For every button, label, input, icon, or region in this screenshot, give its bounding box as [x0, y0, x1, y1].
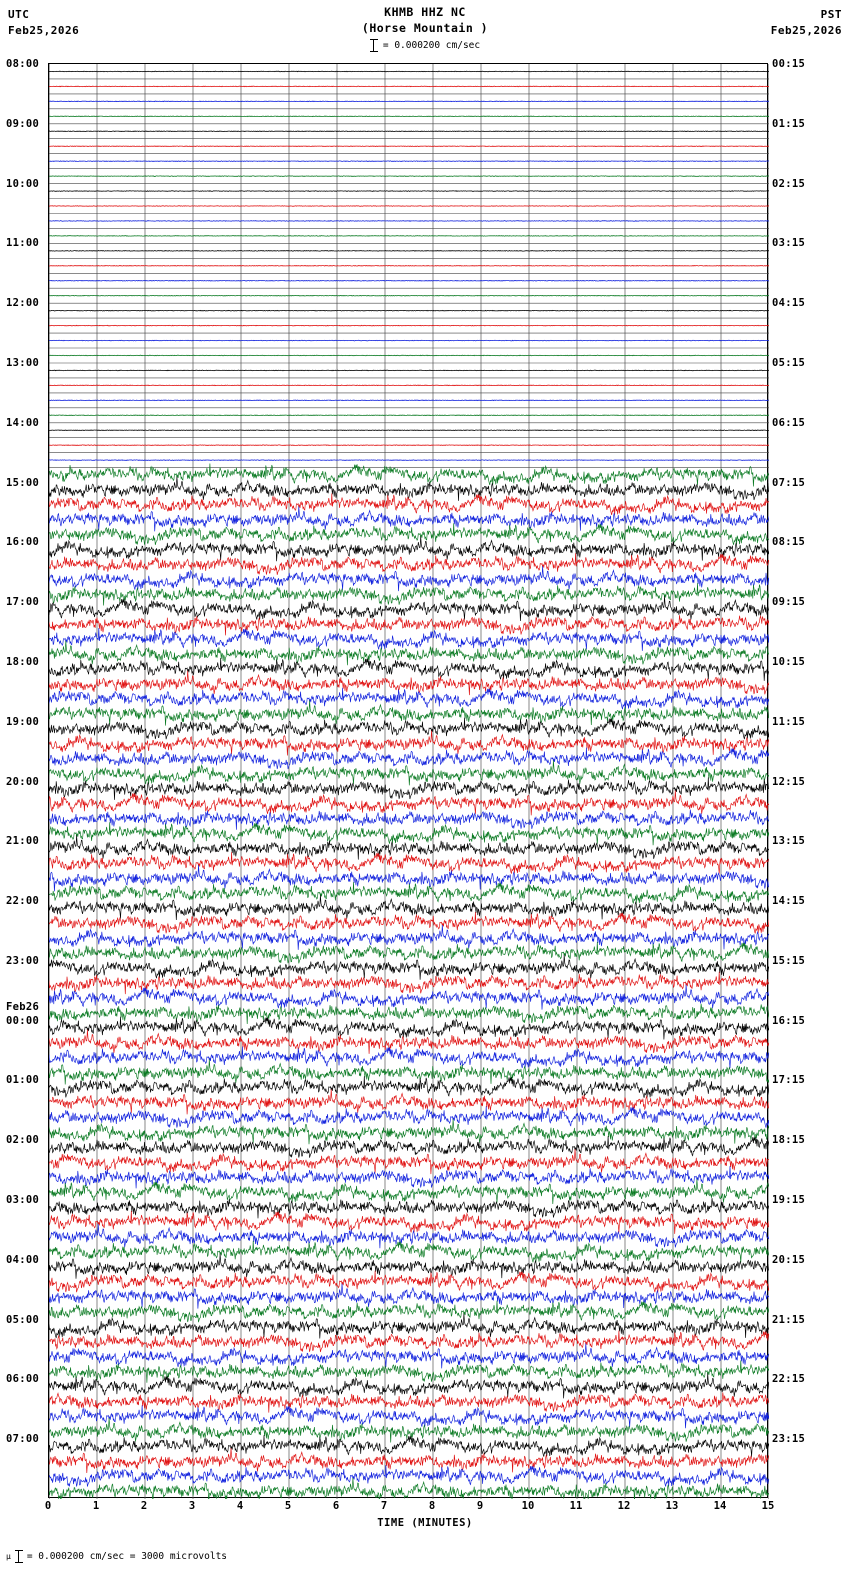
trace-line	[49, 1211, 769, 1234]
trace-line	[49, 460, 769, 461]
trace-line	[49, 385, 769, 386]
utc-label-0300: 03:00	[6, 1194, 40, 1207]
trace-line	[49, 553, 769, 575]
trace-line	[49, 1047, 769, 1069]
trace-line	[49, 1284, 769, 1309]
trace-line	[49, 1314, 769, 1339]
utc-label-1100: 11:00	[6, 237, 40, 250]
utc-label-1600: 16:00	[6, 536, 40, 549]
utc-label: UTC	[8, 8, 30, 21]
trace-line	[49, 1106, 769, 1128]
trace-line	[49, 912, 769, 934]
trace-line	[49, 942, 769, 964]
pst-label-0615: 06:15	[772, 416, 806, 429]
x-tick-5: 5	[284, 1500, 292, 1512]
station-title: KHMB HHZ NC	[384, 5, 466, 19]
trace-line	[49, 641, 769, 665]
pst-label-0215: 02:15	[772, 177, 806, 190]
trace-line	[49, 1331, 769, 1353]
trace-line	[49, 1301, 769, 1323]
footer-scale-text: = 0.000200 cm/sec = 3000 microvolts	[26, 1551, 228, 1562]
utc-label-1700: 17:00	[6, 596, 40, 609]
trace-line	[49, 191, 769, 192]
trace-line	[49, 430, 769, 431]
utc-label-0600: 06:00	[6, 1373, 40, 1386]
trace-line	[49, 1060, 769, 1085]
pst-label-1815: 18:15	[772, 1134, 806, 1147]
pst-label-1615: 16:15	[772, 1014, 806, 1027]
utc-label-0500: 05:00	[6, 1313, 40, 1326]
trace-line	[49, 266, 769, 267]
trace-line	[49, 325, 769, 326]
pst-date: Feb25,2026	[770, 24, 842, 37]
trace-line	[49, 1254, 769, 1279]
utc-label-1300: 13:00	[6, 356, 40, 369]
utc-label-1200: 12:00	[6, 297, 40, 310]
pst-label-0515: 05:15	[772, 356, 806, 369]
footer-scale-bar-icon	[15, 1550, 23, 1563]
micro-symbol: µ	[6, 1552, 11, 1561]
trace-line	[49, 206, 769, 207]
pst-label-1215: 12:15	[772, 775, 806, 788]
trace-line	[49, 1405, 769, 1428]
x-tick-15: 15	[761, 1500, 775, 1512]
trace-line	[49, 251, 769, 252]
trace-line	[49, 1271, 769, 1293]
trace-line	[49, 295, 769, 296]
trace-line	[49, 506, 769, 531]
pst-label-1315: 13:15	[772, 835, 806, 848]
pst-label-1015: 10:15	[772, 655, 806, 668]
trace-line	[49, 281, 769, 282]
trace-line	[49, 370, 769, 371]
trace-line	[49, 895, 769, 920]
utc-label-0800: 08:00	[6, 58, 40, 70]
x-tick-10: 10	[521, 1500, 535, 1512]
pst-label-0715: 07:15	[772, 476, 806, 489]
utc-label-0700: 07:00	[6, 1433, 40, 1446]
trace-line	[49, 146, 769, 147]
trace-line	[49, 1017, 769, 1040]
trace-line	[49, 628, 769, 651]
trace-line	[49, 688, 769, 709]
trace-line	[49, 748, 769, 770]
x-tick-3: 3	[188, 1500, 196, 1512]
x-tick-6: 6	[332, 1500, 340, 1512]
trace-line	[49, 1241, 769, 1263]
trace-line	[49, 161, 769, 162]
x-tick-4: 4	[236, 1500, 244, 1512]
utc-label-1400: 14:00	[6, 416, 40, 429]
trace-line	[49, 340, 769, 341]
x-tick-11: 11	[569, 1500, 583, 1512]
utc-label-1000: 10:00	[6, 177, 40, 190]
trace-line	[49, 131, 769, 132]
trace-line	[49, 1435, 769, 1457]
trace-line	[49, 236, 769, 237]
trace-line	[49, 1360, 769, 1382]
scale-bar-icon	[370, 39, 378, 52]
trace-line	[49, 176, 769, 177]
utc-label-2300: 23:00	[6, 954, 40, 967]
x-tick-13: 13	[665, 1500, 679, 1512]
utc-label-2100: 21:00	[6, 835, 40, 848]
x-axis-title: TIME (MINUTES)	[377, 1517, 473, 1529]
trace-line	[49, 718, 769, 740]
trace-line	[49, 1198, 769, 1218]
utc-label-2200: 22:00	[6, 895, 40, 908]
trace-line	[49, 658, 769, 681]
pst-label-2215: 22:15	[772, 1373, 806, 1386]
trace-line	[49, 1076, 769, 1097]
utc-label-1900: 19:00	[6, 715, 40, 728]
pst-label-1715: 17:15	[772, 1074, 806, 1087]
x-tick-0: 0	[44, 1500, 52, 1512]
pst-label-2315: 23:15	[772, 1433, 806, 1446]
x-tick-14: 14	[713, 1500, 727, 1512]
x-tick-9: 9	[476, 1500, 484, 1512]
pst-label-0015: 00:15	[772, 58, 806, 70]
pst-label: PST	[820, 8, 842, 21]
utc-label-1800: 18:00	[6, 655, 40, 668]
utc-label-0400: 04:00	[6, 1253, 40, 1266]
helicorder-plot	[48, 63, 768, 1498]
pst-label-0815: 08:15	[772, 536, 806, 549]
pst-label-0915: 09:15	[772, 596, 806, 609]
trace-line	[49, 101, 769, 102]
trace-line	[49, 1119, 769, 1144]
trace-line	[49, 310, 769, 311]
utc-label-0000: 00:00	[6, 1014, 40, 1027]
pst-label-0415: 04:15	[772, 297, 806, 310]
pst-label-1415: 14:15	[772, 895, 806, 908]
utc-date: Feb25,2026	[8, 24, 80, 37]
station-name: (Horse Mountain )	[361, 21, 489, 35]
trace-line	[49, 810, 769, 830]
trace-line	[49, 955, 769, 980]
trace-line	[49, 221, 769, 222]
scale-legend	[0, 39, 850, 52]
trace-line	[49, 882, 769, 903]
trace-line	[49, 86, 769, 87]
utc-label-0900: 09:00	[6, 117, 40, 130]
trace-line	[49, 415, 769, 416]
trace-line	[49, 355, 769, 356]
pst-label-0115: 01:15	[772, 117, 806, 130]
utc-label-0200: 02:00	[6, 1134, 40, 1147]
utc-label-0100: 01:00	[6, 1074, 40, 1087]
trace-line	[49, 852, 769, 874]
trace-line	[49, 1392, 769, 1412]
trace-line	[49, 731, 769, 756]
trace-line	[49, 615, 769, 635]
pst-label-2015: 20:15	[772, 1253, 806, 1266]
trace-line	[49, 464, 769, 487]
trace-line	[49, 71, 769, 72]
trace-line	[49, 400, 769, 401]
pst-label-1515: 15:15	[772, 954, 806, 967]
pst-label-1115: 11:15	[772, 715, 806, 728]
trace-line	[49, 1149, 769, 1174]
date-divider-label: Feb26	[6, 1000, 40, 1013]
pst-label-2115: 21:15	[772, 1313, 806, 1326]
helicorder-traces	[49, 64, 769, 1499]
x-tick-8: 8	[428, 1500, 436, 1512]
scale-legend-text: = 0.000200 cm/sec	[382, 40, 481, 51]
utc-label-2000: 20:00	[6, 775, 40, 788]
trace-line	[49, 445, 769, 446]
footer-scale	[6, 1550, 227, 1563]
pst-label-0315: 03:15	[772, 237, 806, 250]
x-tick-7: 7	[380, 1500, 388, 1512]
x-tick-2: 2	[140, 1500, 148, 1512]
trace-line	[49, 671, 769, 695]
x-tick-1: 1	[92, 1500, 100, 1512]
trace-line	[49, 701, 769, 726]
pst-label-1915: 19:15	[772, 1194, 806, 1207]
trace-line	[49, 822, 769, 845]
trace-line	[49, 116, 769, 117]
trace-line	[49, 1224, 769, 1248]
trace-line	[49, 1136, 769, 1158]
trace-line	[49, 1004, 769, 1024]
x-tick-12: 12	[617, 1500, 631, 1512]
utc-label-1500: 15:00	[6, 476, 40, 489]
trace-line	[49, 761, 769, 786]
trace-line	[49, 1465, 769, 1487]
